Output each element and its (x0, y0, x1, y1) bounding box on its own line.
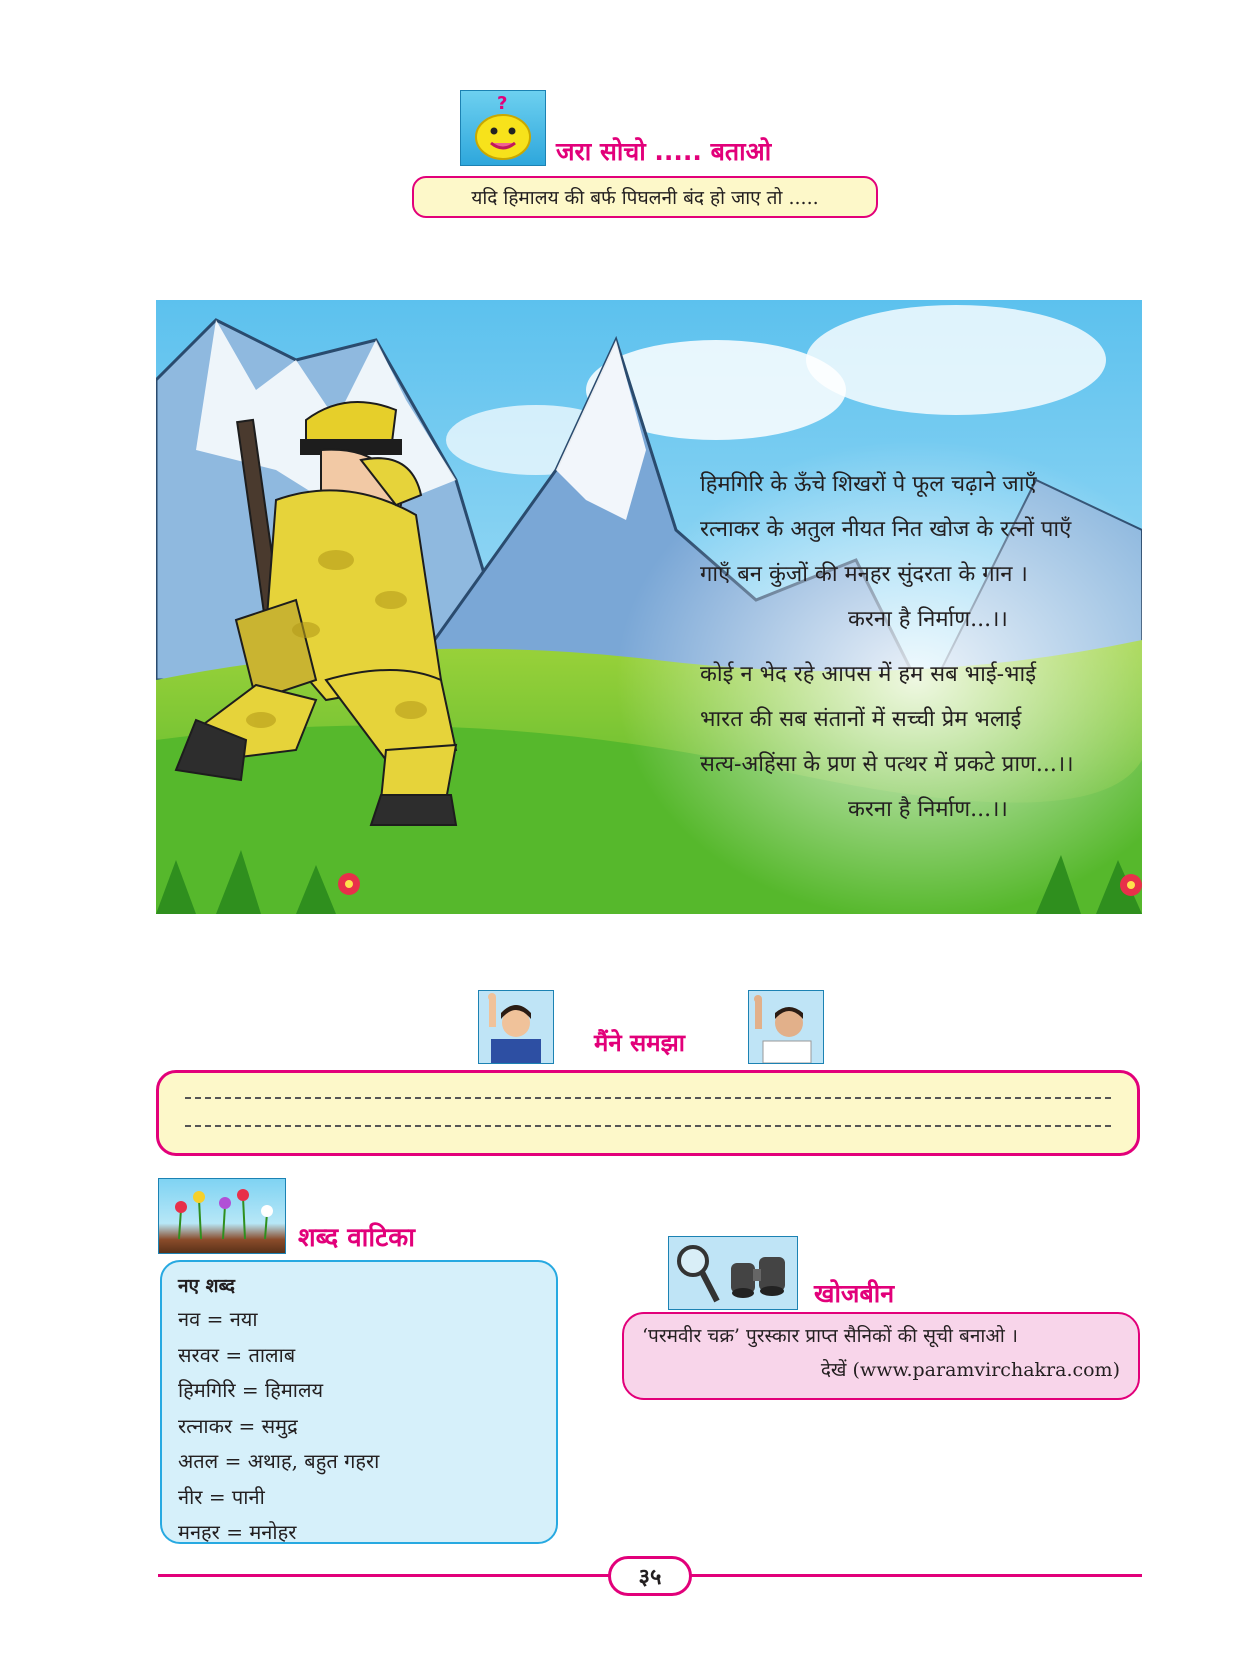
poem-refrain: करना है निर्माण...।। (848, 797, 1008, 822)
word-garden-title: शब्द वाटिका (298, 1223, 415, 1253)
research-title: खोजबीन (814, 1279, 895, 1308)
research-box (622, 1312, 1140, 1400)
magnifier-binoculars-icon (668, 1236, 798, 1310)
girl-raising-hand-icon (478, 990, 554, 1064)
new-words-heading: नए शब्द (178, 1275, 236, 1297)
poem-text (700, 462, 1140, 832)
poem-line: कोई न भेद रहे आपस में हम सब भाई-भाई (700, 662, 1037, 687)
poem-line: हिमगिरि के ऊँचे शिखरों पे फूल चढ़ाने जाएँ (700, 472, 1037, 497)
word-entry: नव = नया (178, 1307, 258, 1331)
poem-line: रत्नाकर के अतुल नीयत नित खोज के रत्नों पाएँ (700, 517, 1072, 542)
writing-line (185, 1125, 1111, 1127)
understood-writing-box[interactable] (156, 1070, 1140, 1156)
poem-refrain: करना है निर्माण...।। (848, 607, 1008, 632)
word-entry: रत्नाकर = समुद्र (178, 1413, 298, 1438)
think-question-box (412, 176, 878, 218)
research-task: ‘परमवीर चक्र’ पुरस्कार प्राप्त सैनिकों की सूची बनाओ । (642, 1325, 1019, 1347)
understood-title: मैंने समझा (594, 1029, 685, 1057)
word-entry: सरवर = तालाब (178, 1342, 296, 1367)
smiley-question-icon (460, 90, 546, 166)
word-entry: मनहर = मनोहर (178, 1520, 297, 1544)
page-number-text: ३५ (638, 1564, 662, 1590)
page-number (608, 1556, 692, 1596)
flower-garden-icon (158, 1178, 286, 1254)
word-entry: हिमगिरि = हिमालय (178, 1378, 324, 1402)
writing-line (185, 1097, 1111, 1099)
word-garden-box (160, 1260, 558, 1544)
poem-line: सत्य-अहिंसा के प्रण से पत्थर में प्रकटे प्राण...।। (700, 752, 1074, 777)
research-link[interactable]: देखें (www.paramvirchakra.com) (820, 1359, 1120, 1381)
poem-line: गाएँ बन कुंजों की मनहर सुंदरता के गान । (700, 562, 1028, 587)
svg-text:?: ? (497, 93, 508, 114)
poem-line: भारत की सब संतानों में सच्ची प्रेम भलाई (700, 707, 1022, 732)
think-question: यदि हिमालय की बर्फ पिघलनी बंद हो जाए तो ..... (471, 187, 819, 209)
word-entry: अतल = अथाह, बहुत गहरा (178, 1449, 380, 1473)
think-title: जरा सोचो ..... बताओ (556, 137, 772, 166)
word-entry: नीर = पानी (178, 1484, 265, 1509)
boy-raising-hand-icon (748, 990, 824, 1064)
